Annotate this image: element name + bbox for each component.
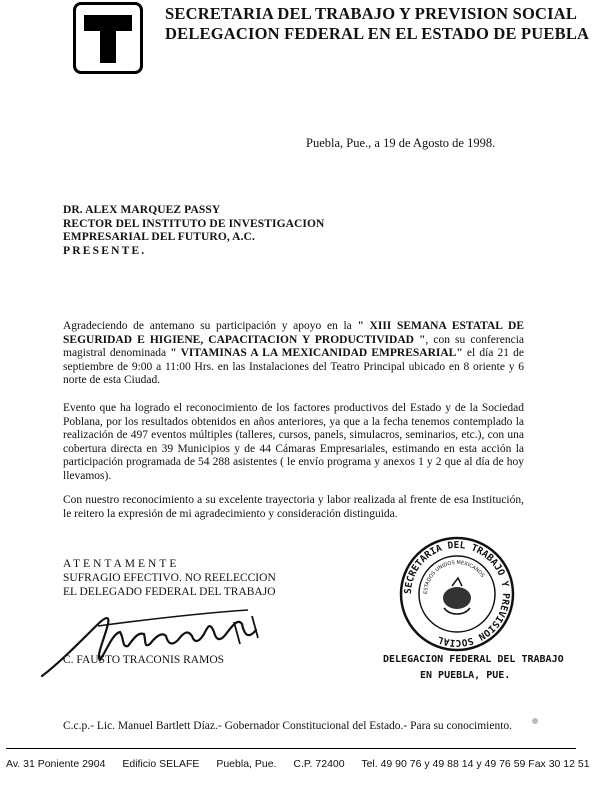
footer-address: Av. 31 Poniente 2904 [6,758,106,770]
letterhead-line1: SECRETARIA DEL TRABAJO Y PREVISION SOCIAL [165,4,578,23]
closing-motto: SUFRAGIO EFECTIVO. NO REELECCION [63,572,276,584]
stps-t-logo-icon [73,2,143,74]
footer-city: Puebla, Pue. [216,758,277,770]
footer-divider [6,748,576,749]
body-paragraph-2: Evento que ha logrado el reconocimiento de los factores productivos del Estado y de la Sociedad Poblana, por los resultados obtenidos en años anteriores, ya que a la fecha tenemos contemplado la realización de 497 eventos múltiples (talleres, cursos, panels, simulacros, seminarios, etc.), con una cobertura directa en 39 Municipios y de 44 Cámaras Empresariales, estimando en esta acción la participación programada de 54 288 asistentes ( le envío programa y anexos 1 y 2 que al día de hoy llevamos). [63,402,524,482]
footer-phones: Tel. 49 90 76 y 49 88 14 y 49 76 59 Fax 30 12 51 [361,758,590,770]
recipient-title-1: RECTOR DEL INSTITUTO DE INVESTIGACION [63,218,325,230]
closing-office: EL DELEGADO FEDERAL DEL TRABAJO [63,586,276,598]
scan-mark [532,718,538,724]
body-paragraph-3: Con nuestro reconocimiento a su excelente trayectoria y labor realizada al frente de esa Institución, le reitero la expresión de mi agradecimiento y consideración distinguida. [63,494,524,520]
letterhead-line2: DELEGACION FEDERAL EN EL ESTADO DE PUEBLA [165,24,590,43]
seal-inner-text: ESTADOS UNIDOS MEXICANOS [422,559,486,595]
handwritten-signature-icon [38,604,278,689]
recipient-present: PRESENTE. [63,245,147,257]
seal-ring-text: SECRETARIA DEL TRABAJO Y PREVISION SOCIAL [402,539,512,649]
closing-atentamente: ATENTAMENTE [63,558,180,570]
seal-caption-1: DELEGACION FEDERAL DEL TRABAJO [383,654,564,665]
footer-zip: C.P. 72400 [293,758,345,770]
recipient-title-2: EMPRESARIAL DEL FUTURO, A.C. [63,231,255,243]
recipient-name: DR. ALEX MARQUEZ PASSY [63,204,221,216]
footer-building: Edificio SELAFE [122,758,200,770]
date-line: Puebla, Pue., a 19 de Agosto de 1998. [306,136,496,150]
signer-name: C. FAUSTO TRACONIS RAMOS [63,654,225,666]
official-seal-icon [392,534,522,659]
body-paragraph-1: Agradeciendo de antemano su participación y apoyo en la " XIII SEMANA ESTATAL DE SEGURIDAD E HIGIENE, CAPACITACION Y PRODUCTIVIDAD ", con su conferencia magistral denominada " VITAMINAS A LA MEXICANIDAD EMPRESARIAL" el día 21 de septiembre de 9:00 a 11:00 Hrs. en las Instalaciones del Teatro Principal ubicado en 8 oriente y 6 norte de esta Ciudad. [63,320,525,386]
seal-caption-2: EN PUEBLA, PUE. [420,670,511,681]
cc-line: C.c.p.- Lic. Manuel Bartlett Díaz.- Gobernador Constitucional del Estado.- Para su conocimiento. [63,720,513,732]
footer [6,758,600,770]
